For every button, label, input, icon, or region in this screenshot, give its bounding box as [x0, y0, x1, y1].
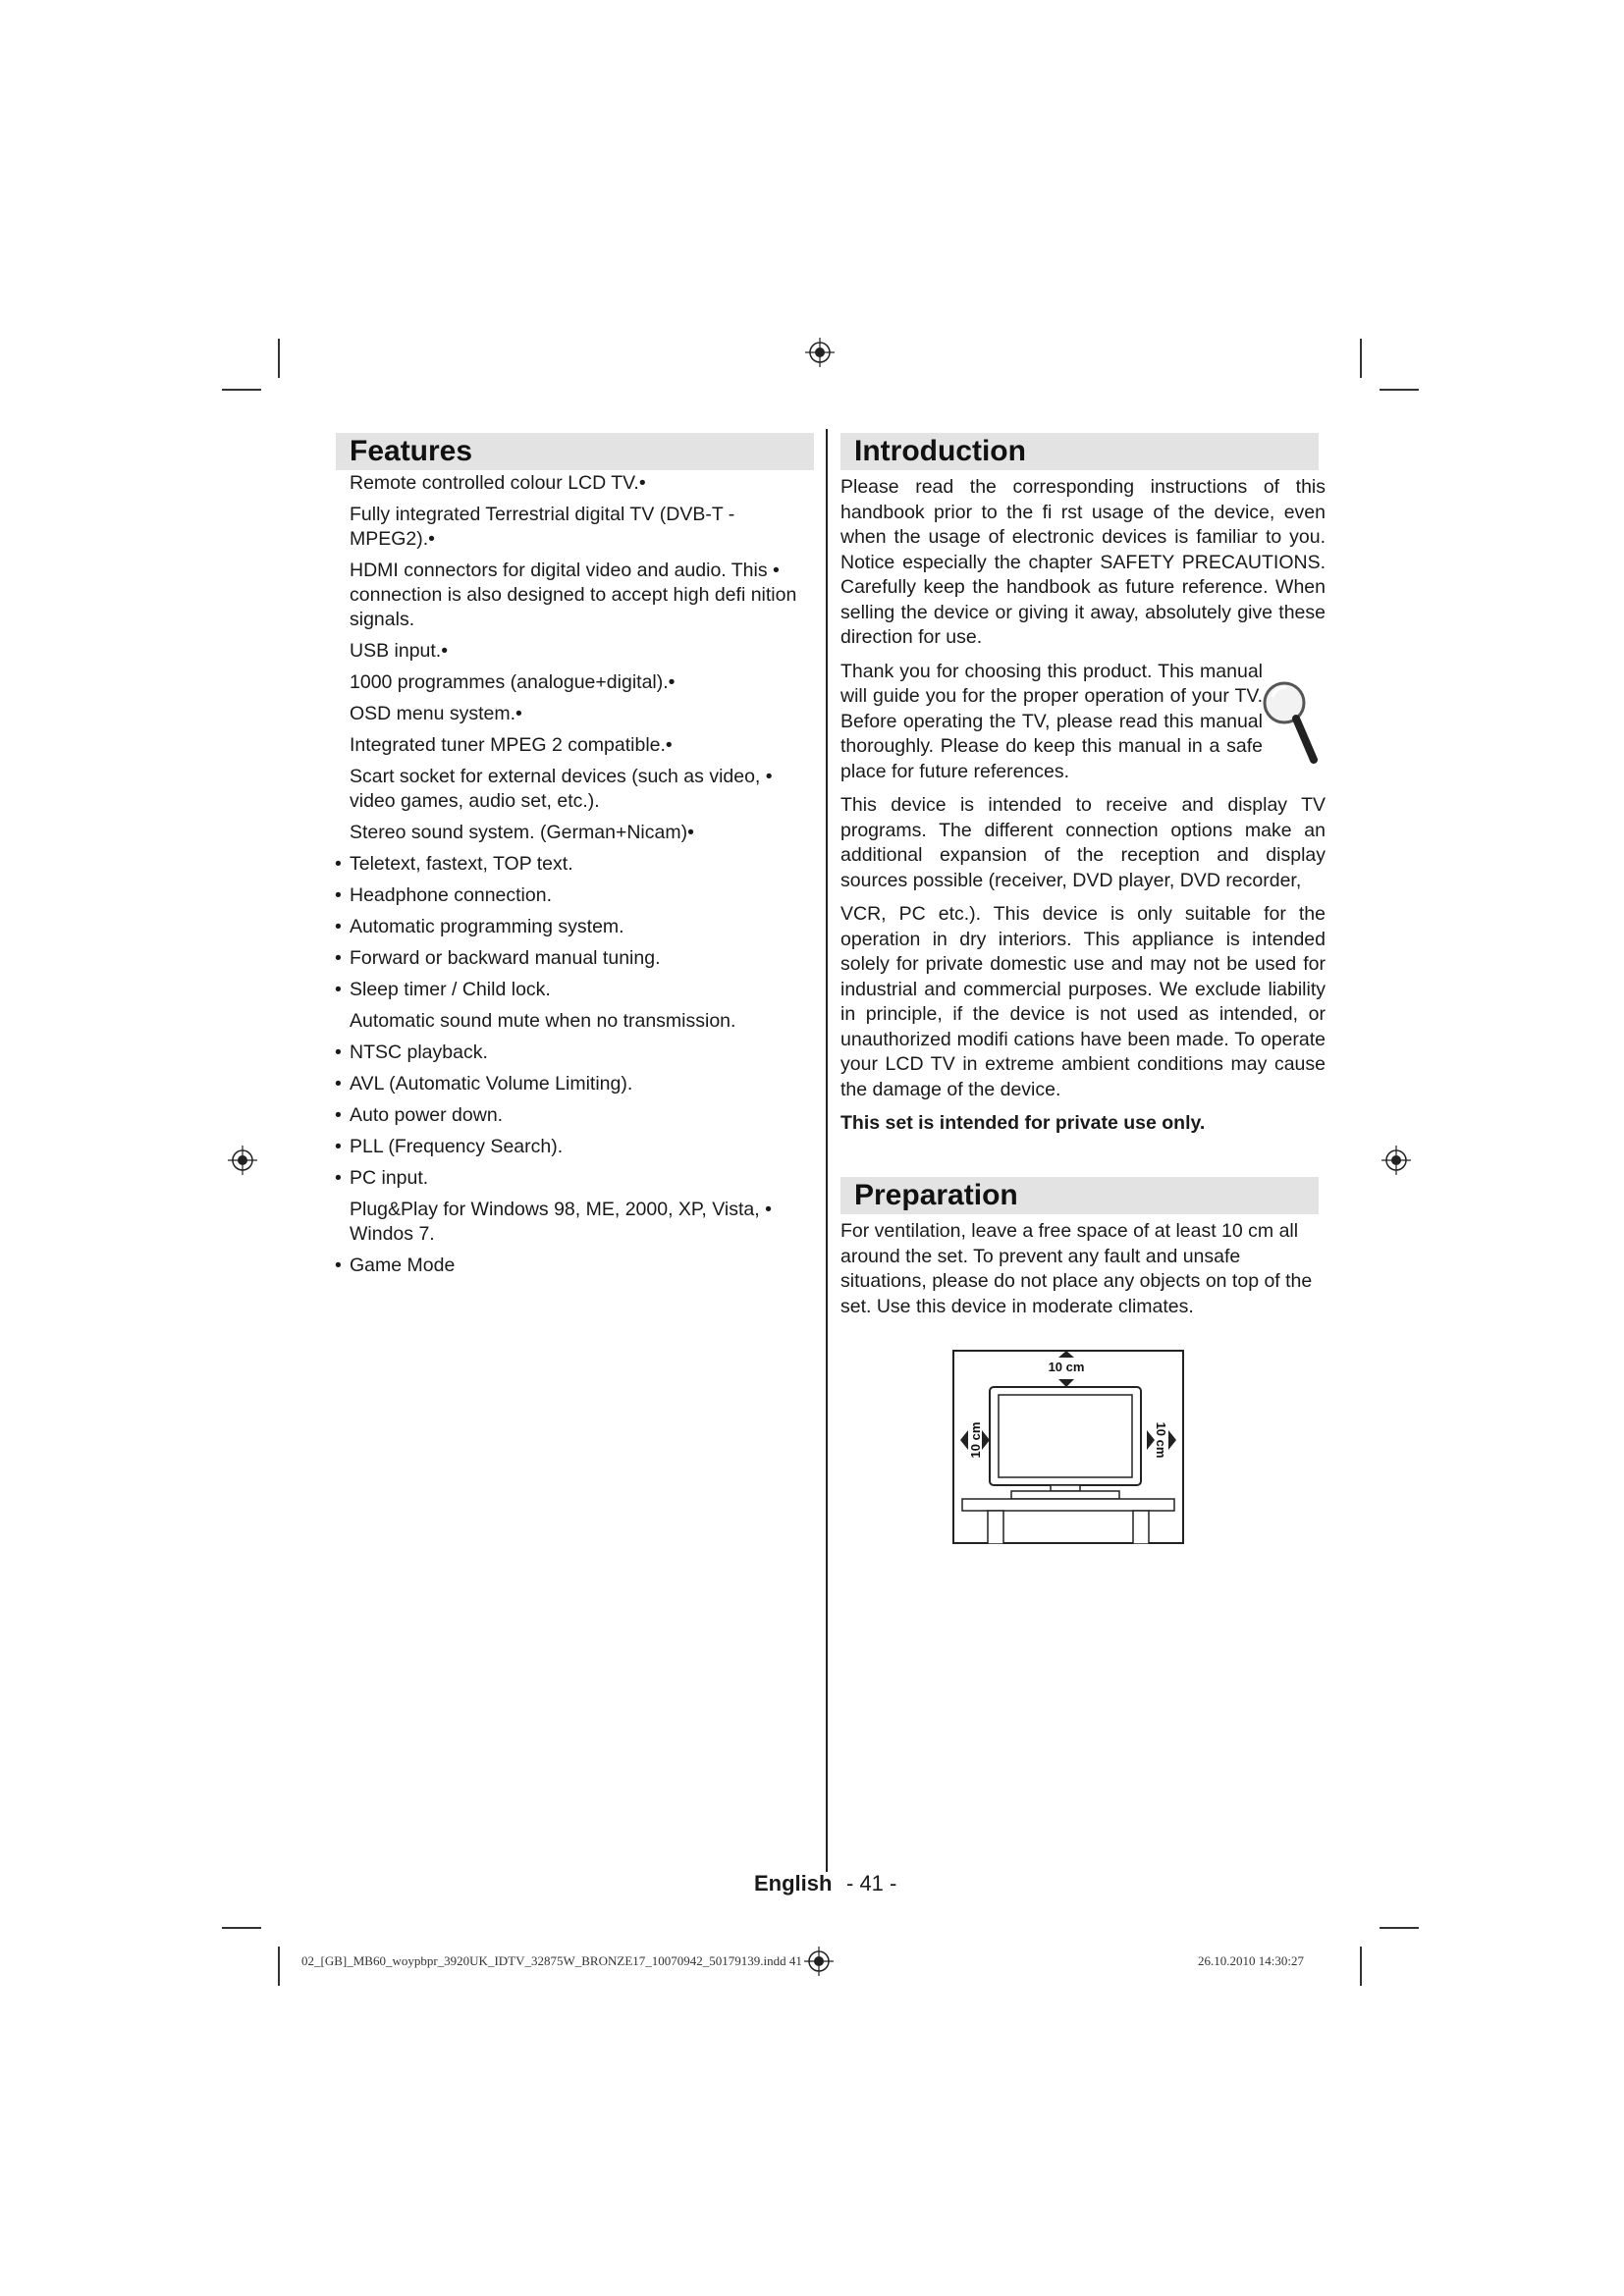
introduction-paragraph: VCR, PC etc.). This device is only suitable for the operation in dry interiors. This appliance is intended solely for private domestic use and may not be used for industrial and commercial purposes. We exclude liability in principle, if the device is not used as intended, or unauthorized modifi cations have been made. To operate your LCD TV in extreme ambient conditions may cause the damage of the device. — [840, 903, 1326, 1100]
introduction-paragraph: Thank you for choosing this product. This manual will guide you for the proper operation of your TV. Before operating the TV, please read this manual thoroughly. Please do keep this manual in a safe place for future references. — [840, 660, 1263, 782]
feature-item: • NTSC playback. — [334, 1041, 815, 1065]
slug-filename: 02_[GB]_MB60_woypbpr_3920UK_IDTV_32875W_BRONZE17_10070942_50179139.indd 41 — [301, 1953, 802, 1968]
crop-mark-bl-h — [222, 1927, 261, 1929]
diagram-label-left: 10 cm — [968, 1421, 983, 1459]
feature-item: Integrated tuner MPEG 2 compatible.• — [350, 734, 673, 756]
feature-item: • Teletext, fastext, TOP text. — [334, 852, 815, 877]
feature-item: 1000 programmes (analogue+digital).• — [350, 671, 676, 693]
feature-item: Remote controlled colour LCD TV.• — [350, 472, 646, 494]
crop-mark-br-v — [1360, 1947, 1362, 1986]
feature-item: Plug&Play for Windows 98, ME, 2000, XP, Vista, • Windos 7. — [350, 1199, 772, 1245]
crop-mark-tr-v — [1360, 339, 1362, 378]
registration-mark-left — [228, 1146, 257, 1175]
feature-item: • Headphone connection. — [334, 883, 815, 908]
registration-mark-right — [1381, 1146, 1411, 1175]
feature-item: • Sleep timer / Child lock. — [334, 978, 815, 1002]
feature-item: • AVL (Automatic Volume Limiting). — [334, 1072, 815, 1096]
preparation-paragraph: For ventilation, leave a free space of at least 10 cm all around the set. To prevent any fault and unsafe situations, please do not place any objects on top of the set. Use this device in moderate climates. — [840, 1220, 1313, 1317]
crop-mark-br-h — [1380, 1927, 1419, 1929]
private-use-notice: This set is intended for private use only. — [840, 1112, 1206, 1134]
preparation-heading: Preparation — [840, 1177, 1319, 1214]
ventilation-diagram — [952, 1350, 1184, 1544]
column-divider — [826, 429, 828, 1872]
feature-item: USB input.• — [350, 640, 449, 662]
introduction-paragraph: Please read the corresponding instructions of this handbook prior to the fi rst usage of the device, even when the usage of electronic devices is familiar to you. Notice especially the chapter SAFETY PRECAUTIONS. Carefully keep the handbook as future reference. When selling the device or giving it away, absolutely give these direction for use. — [840, 476, 1326, 648]
introduction-heading: Introduction — [840, 433, 1319, 470]
feature-item: • Auto power down. — [334, 1103, 815, 1128]
magnifier-icon — [1259, 677, 1320, 766]
introduction-body — [840, 475, 1326, 1146]
feature-item: • Forward or backward manual tuning. — [334, 946, 815, 971]
feature-item: • Game Mode — [334, 1254, 815, 1278]
slug-date: 26.10.2010 14:30:27 — [1198, 1953, 1304, 1968]
preparation-body — [840, 1219, 1326, 1328]
feature-item: • PC input. — [334, 1166, 815, 1191]
feature-item: HDMI connectors for digital video and audio. This • connection is also designed to accept high defi nition signals. — [350, 560, 797, 630]
features-list — [334, 471, 815, 1285]
features-heading: Features — [336, 433, 814, 470]
feature-item: Automatic sound mute when no transmission. — [350, 1010, 736, 1032]
feature-item: Scart socket for external devices (such as video, • video games, audio set, etc.). — [350, 766, 773, 812]
feature-item: OSD menu system.• — [350, 703, 522, 724]
diagram-label-top: 10 cm — [1048, 1360, 1085, 1374]
registration-mark-top — [805, 338, 835, 367]
footer-language: English — [754, 1871, 833, 1896]
footer-page-number: - 41 - — [846, 1871, 897, 1896]
crop-mark-tr-h — [1380, 389, 1419, 391]
crop-mark-tl-v — [278, 339, 280, 378]
introduction-paragraph: This device is intended to receive and display TV programs. The different connection options make an additional expansion of the reception and display sources possible (receiver, DVD player, DVD recorder, — [840, 794, 1326, 891]
feature-item: • Automatic programming system. — [334, 915, 815, 939]
crop-mark-tl-h — [222, 389, 261, 391]
feature-item: Stereo sound system. (German+Nicam)• — [350, 822, 694, 843]
diagram-label-right: 10 cm — [1154, 1421, 1168, 1459]
feature-item: Fully integrated Terrestrial digital TV (DVB-T - MPEG2).• — [350, 504, 735, 550]
registration-mark-bottom — [804, 1947, 834, 1976]
crop-mark-bl-v — [278, 1947, 280, 1986]
feature-item: • PLL (Frequency Search). — [334, 1135, 815, 1159]
